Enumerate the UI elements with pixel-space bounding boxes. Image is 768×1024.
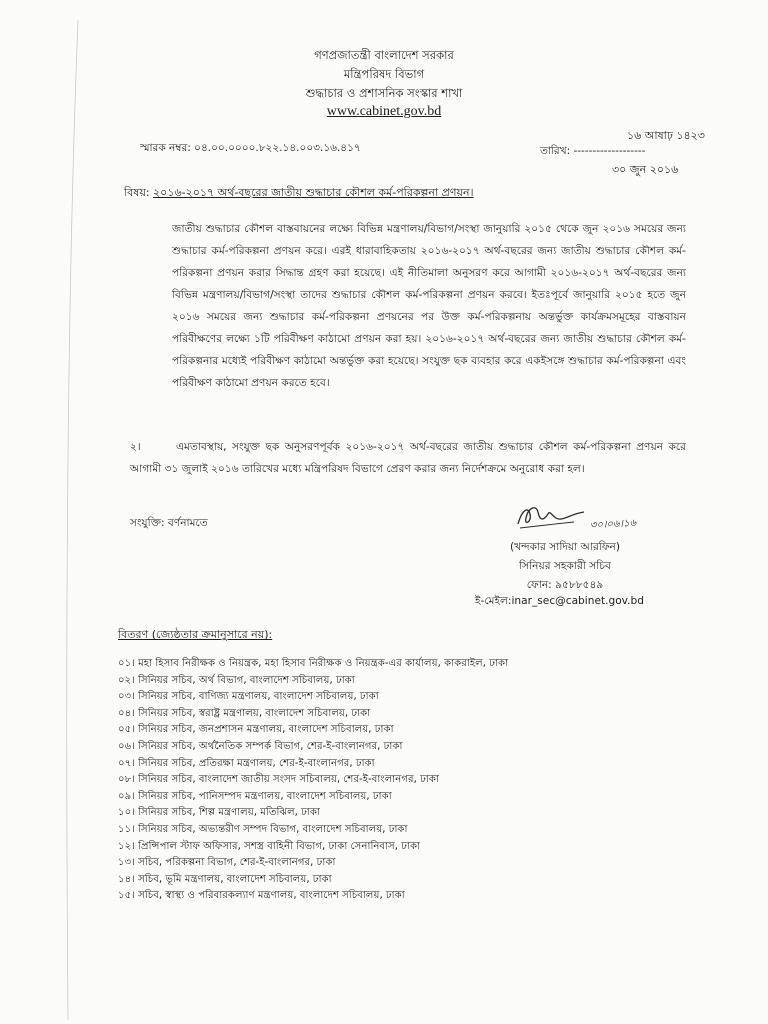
distribution-item: ০৫। সিনিয়র সচিব, জনপ্রশাসন মন্ত্রণালয়, বাংলাদেশ সচিবালয়, ঢাকা (118, 724, 394, 736)
distribution-item: ০৮। সিনিয়র সচিব, বাংলাদেশ জাতীয় সংসদ সচিবালয়, শের-ই-বাংলানগর, ঢাকা (118, 774, 439, 786)
distribution-title: বিতরণ (জ্যেষ্ঠতার ক্রমানুসারে নয়): (118, 628, 273, 641)
signatory-name: (খন্দকার সাদিয়া আরফিন) (509, 541, 621, 553)
distribution-item: ০২। সিনিয়র সচিব, অর্থ বিভাগ, বাংলাদেশ সচিবালয়, ঢাকা (118, 674, 355, 686)
memo-date-label: তারিখ: ------------------- (540, 145, 646, 157)
memo-date-bangla: ১৬ আষাঢ় ১৪২৩ (627, 129, 705, 142)
distribution-item: ০৪। সিনিয়র সচিব, স্বরাষ্ট্র মন্ত্রণালয়, বাংলাদেশ সচিবালয়, ঢাকা (118, 707, 371, 719)
body-paragraph-2 (130, 436, 686, 480)
signatory-email[interactable]: ই-মেইল:inar_sec@cabinet.gov.bd (475, 595, 644, 607)
attachment-note: সংযুক্তি: বর্ণনামতে (130, 517, 208, 529)
distribution-item: ১৪। সচিব, ভূমি মন্ত্রণালয়, বাংলাদেশ সচিবালয়, ঢাকা (118, 873, 332, 885)
distribution-item: ১০। সিনিয়র সচিব, শিল্প মন্ত্রণালয়, মতিঝিল, ঢাকা (118, 807, 320, 819)
distribution-item: ১২। প্রিন্সিপাল স্টাফ অফিসার, সশস্ত্র বাহিনী বিভাগ, ঢাকা সেনানিবাস, ঢাকা (118, 840, 421, 852)
scan-edge-mark (60, 20, 90, 1020)
signature-date: ৩০।০৬।১৬ (589, 517, 637, 532)
memo-reference-number: স্মারক নম্বর: ০৪.০০.০০০০.৮২২.১৪.০০৩.১৬.৪১৭ (140, 142, 361, 154)
subject-text: ২০১৬-২০১৭ অর্থ-বছরের জাতীয় শুদ্ধাচার কৌশল কর্ম-পরিকল্পনা প্রণয়ন। (153, 186, 474, 199)
paragraph-2-number: ২। (130, 441, 141, 453)
distribution-item: ০৩। সিনিয়র সচিব, বাণিজ্য মন্ত্রণালয়, বাংলাদেশ সচিবালয়, ঢাকা (118, 691, 379, 703)
header-website-link[interactable]: www.cabinet.gov.bd (326, 104, 442, 119)
subject-line (124, 184, 474, 203)
handwritten-signature (514, 500, 586, 536)
distribution-item: ০৬। সিনিয়র সচিব, অর্থনৈতিক সম্পর্ক বিভাগ, শের-ই-বাংলানগর, ঢাকা (118, 740, 403, 752)
body-paragraph-1-text: জাতীয় শুদ্ধাচার কৌশল বাস্তবায়নের লক্ষ্যে বিভিন্ন মন্ত্রণালয়/বিভাগ/সংস্থা জানুয়ারি ২০১৫ থেকে জুন ২০১৬ সময়ের জন্য শুদ্ধাচার কর্ম-পরিকল্পনা প্রণয়ন করে। এরই ধারাবাহিকতায় ২০১৬-২০১৭ অর্থ-বছরের জন্য জাতীয় শুদ্ধাচার কৌশল কর্ম-পরিকল্পনা প্রণয়ন করার সিদ্ধান্ত গ্রহণ করা হয়েছে। এই নীতিমালা অনুসরণ করে আগামী ২০১৬-২০১৭ অর্থ-বছরের জন্য বিভিন্ন মন্ত্রণালয়/বিভাগ/সংস্থা তাদের শুদ্ধাচার কৌশল কর্ম-পরিকল্পনা প্রণয়ন করবে। ইতঃপূর্বে জানুয়ারি ২০১৫ হতে জুন ২০১৬ সময়ের জন্য শুদ্ধাচার কর্ম-পরিকল্পনা প্রণয়নের পর উক্ত কর্ম-পরিকল্পনায় অন্তর্ভুক্ত কার্যক্রমসমূহের বাস্তবায়ন পরিবীক্ষণের লক্ষ্যে ১টি পরিবীক্ষণ কাঠামো প্রণয়ন করা হয়। ২০১৬-২০১৭ অর্থ-বছরের জন্য জাতীয় শুদ্ধাচার কৌশল কর্ম-পরিকল্পনার মধ্যেই পরিবীক্ষণ কাঠামো অন্তর্ভুক্ত করা হয়েছে। সংযুক্ত ছক ব্যবহার করে একইসঙ্গে শুদ্ধাচার কর্ম-পরিকল্পনা এবং পরিবীক্ষণ কাঠামো প্রণয়ন করতে হবে। (172, 223, 686, 389)
memo-date-gregorian: ৩০ জুন ২০১৬ (612, 163, 679, 176)
subject-label: বিষয়: (124, 186, 150, 199)
distribution-item: ০৭। সিনিয়র সচিব, প্রতিরক্ষা মন্ত্রণালয়, শের-ই-বাংলানগর, ঢাকা (118, 757, 375, 769)
distribution-item: ১৫। সচিব, স্বাস্থ্য ও পরিবারকল্যাণ মন্ত্রণালয়, বাংলাদেশ সচিবালয়, ঢাকা (118, 890, 405, 902)
header-division: মন্ত্রিপরিষদ বিভাগ (343, 67, 425, 81)
body-paragraph-2-text: এমতাবস্থায়, সংযুক্ত ছক অনুসরণপূর্বক ২০১৬-২০১৭ অর্থ-বছরের জাতীয় শুদ্ধাচার কৌশল কর্ম-পরিকল্পনা প্রণয়ন করে আগামী ৩১ জুলাই ২০১৬ তারিখের মধ্যে মন্ত্রিপরিষদ বিভাগে প্রেরণ করার জন্য নির্দেশক্রমে অনুরোধ করা হল। (130, 441, 686, 475)
distribution-item: ০৯। সিনিয়র সচিব, পানিসম্পদ মন্ত্রণালয়, বাংলাদেশ সচিবালয়, ঢাকা (118, 790, 392, 802)
signatory-block (480, 538, 650, 595)
distribution-item: ১১। সিনিয়র সচিব, অভ্যন্তরীণ সম্পদ বিভাগ, বাংলাদেশ সচিবালয়, ঢাকা (118, 823, 408, 835)
signatory-designation: সিনিয়র সহকারী সচিব (519, 560, 611, 572)
signatory-phone: ফোন: ৯৫৮৮৫৪৯ (526, 579, 604, 591)
body-paragraph-1 (130, 218, 686, 394)
header-government: গণপ্রজাতন্ত্রী বাংলাদেশ সরকার (314, 48, 454, 62)
distribution-item: ১৩। সচিব, পরিকল্পনা বিভাগ, শের-ই-বাংলানগর, ঢাকা (118, 857, 336, 869)
distribution-list (118, 656, 508, 905)
header-branch: শুদ্ধাচার ও প্রশাসনিক সংস্কার শাখা (305, 86, 463, 100)
distribution-item: ০১। মহা হিসাব নিরীক্ষক ও নিয়ন্ত্রক, মহা হিসাব নিরীক্ষক ও নিয়ন্ত্রক-এর কার্যালয়, কাকরাইল, ঢাকা (118, 658, 509, 669)
